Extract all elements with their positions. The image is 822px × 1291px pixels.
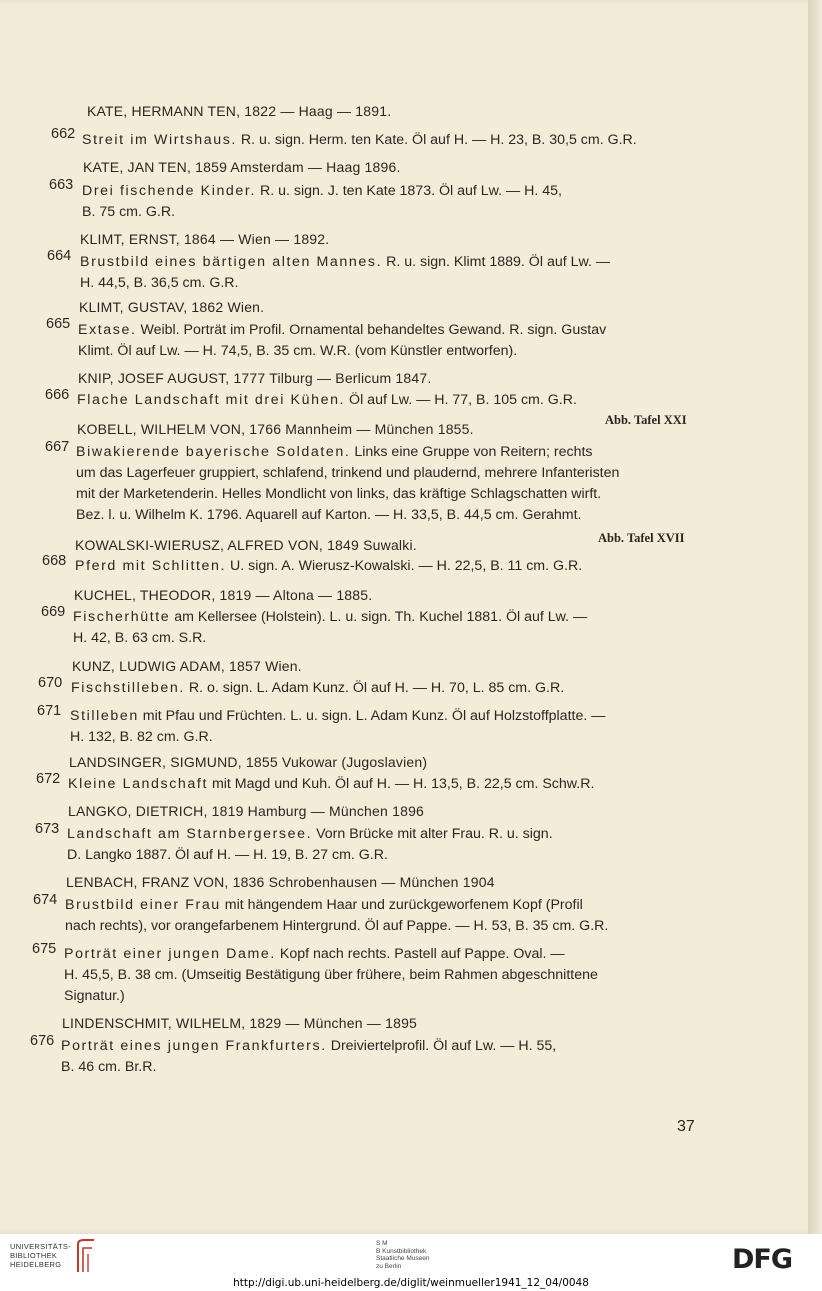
logo-line: BIBLIOTHEK — [10, 1251, 58, 1260]
lot-desc: Weibl. Porträt im Profil. Ornamental behandeltes Gewand. R. sign. Gustav — [136, 322, 607, 338]
lot-desc: Kopf nach rechts. Pastell auf Pappe. Oval. — — [275, 946, 565, 962]
plate-reference: Abb. Tafel XXI — [605, 413, 687, 427]
lot-number: 670 — [38, 675, 63, 691]
page-number: 37 — [677, 1118, 695, 1135]
lot-line — [65, 895, 583, 916]
lot-title: Flache Landschaft mit drei Kühen. — [77, 392, 346, 408]
lot-number: 675 — [32, 941, 57, 957]
artist-heading: KUNZ, LUDWIG ADAM, 1857 Wien. — [72, 658, 302, 674]
lot-number: 665 — [46, 316, 71, 332]
lot-number: 673 — [35, 821, 60, 837]
university-seal-icon — [74, 1238, 98, 1276]
lot-title: Fischerhütte — [73, 609, 171, 625]
lot-line — [76, 442, 593, 463]
lot-desc: mit Pfau und Früchten. L. u. sign. L. Adam Kunz. Öl auf Holzstoffplatte. — — [138, 708, 606, 724]
artist-heading: KATE, HERMANN TEN, 1822 — Haag — 1891. — [87, 103, 392, 119]
lot-line — [64, 944, 565, 965]
artist-heading: KOWALSKI-WIERUSZ, ALFRED VON, 1849 Suwalki. — [75, 537, 417, 553]
artist-heading: KOBELL, WILHELM VON, 1766 Mannheim — München 1855. — [77, 421, 474, 437]
lot-title: Fischstilleben. — [71, 680, 185, 696]
lot-desc: B. 75 cm. G.R. — [82, 204, 176, 220]
lot-number: 671 — [37, 703, 62, 719]
lot-desc: Vorn Brücke mit alter Frau. R. u. sign. — [312, 826, 553, 842]
lot-title: Streit im Wirtshaus. — [82, 132, 237, 148]
artist-heading: LINDENSCHMIT, WILHELM, 1829 — München — 1895 — [62, 1015, 418, 1031]
lot-desc: Bez. l. u. Wilhelm K. 1796. Aquarell auf Karton. — H. 33,5, B. 44,5 cm. Gerahmt. — [76, 507, 582, 523]
lot-title: Pferd mit Schlitten. — [75, 558, 227, 574]
lot-desc: mit hängendem Haar und zurückgeworfenem Kopf (Profil — [220, 897, 583, 913]
lot-desc: Dreiviertelprofil. Öl auf Lw. — H. 55, — [326, 1038, 557, 1054]
lot-line — [77, 390, 577, 411]
artist-heading: LANGKO, DIETRICH, 1819 Hamburg — München 1896 — [68, 803, 425, 819]
lot-desc: D. Langko 1887. Öl auf H. — H. 19, B. 27 cm. G.R. — [67, 847, 388, 863]
lot-desc: mit Magd und Kuh. Öl auf H. — H. 13,5, B. 22,5 cm. Schw.R. — [208, 776, 595, 792]
lot-line — [73, 607, 587, 628]
lot-line — [61, 1036, 556, 1057]
lot-line — [78, 320, 606, 341]
lot-desc: nach rechts), vor orangefarbenem Hintergrund. Öl auf Pappe. — H. 53, B. 35 cm. G.R. — [65, 918, 609, 934]
lot-number: 674 — [33, 892, 58, 908]
lot-desc: R. u. sign. J. ten Kate 1873. Öl auf Lw. — H. 45, — [256, 183, 562, 199]
lot-desc: U. sign. A. Wierusz-Kowalski. — H. 22,5, B. 11 cm. G.R. — [226, 558, 583, 574]
lot-line — [82, 181, 562, 202]
lot-desc: Klimt. Öl auf Lw. — H. 74,5, B. 35 cm. W.R. (vom Künstler entworfen). — [78, 343, 518, 359]
lot-number: 663 — [49, 177, 74, 193]
library-stamp — [376, 1240, 429, 1270]
lot-number: 668 — [42, 553, 67, 569]
lot-desc: H. 44,5, B. 36,5 cm. G.R. — [80, 275, 239, 291]
plate-reference: Abb. Tafel XVII — [598, 531, 685, 545]
stamp-line: Staatliche Museen — [376, 1255, 430, 1262]
lot-desc: Links eine Gruppe von Reitern; rechts — [350, 444, 593, 460]
lot-number: 664 — [47, 248, 72, 264]
stamp-line: zu Berlin — [376, 1262, 402, 1270]
lot-desc: Signatur.) — [64, 988, 125, 1004]
lot-line — [75, 556, 582, 577]
lot-title: Kleine Landschaft — [68, 776, 208, 792]
artist-heading: KUCHEL, THEODOR, 1819 — Altona — 1885. — [74, 587, 373, 603]
artist-heading: KLIMT, ERNST, 1864 — Wien — 1892. — [80, 231, 330, 247]
dfg-logo[interactable]: DFG — [732, 1244, 793, 1275]
lot-title: Brustbild einer Frau — [65, 897, 221, 913]
lot-desc: R. u. sign. Herm. ten Kate. Öl auf H. — H. 23, B. 30,5 cm. G.R. — [236, 132, 637, 148]
logo-line: UNIVERSITÄTS- — [10, 1242, 71, 1251]
lot-title: Porträt einer jungen Dame. — [64, 946, 276, 962]
lot-title: Landschaft am Starnbergersee. — [67, 826, 313, 842]
artist-heading: KLIMT, GUSTAV, 1862 Wien. — [79, 299, 265, 315]
lot-number: 672 — [36, 771, 61, 787]
lot-number: 667 — [45, 439, 70, 455]
lot-title: Brustbild eines bärtigen alten Mannes. — [80, 254, 383, 270]
lot-title: Porträt eines jungen Frankfurters. — [61, 1038, 327, 1054]
lot-desc: B. 46 cm. Br.R. — [61, 1059, 157, 1075]
lot-desc: Öl auf Lw. — H. 77, B. 105 cm. G.R. — [345, 392, 577, 408]
lot-desc: H. 45,5, B. 38 cm. (Umseitig Bestätigung über frühere, beim Rahmen abgeschnittene — [64, 967, 598, 983]
lot-number: 662 — [51, 126, 76, 142]
page-edge — [808, 0, 822, 1234]
lot-desc: mit der Marketenderin. Helles Mondlicht von links, das kräftige Schlagschatten wirft. — [76, 486, 602, 502]
stamp-line: B Kunstbibliothek — [376, 1247, 427, 1255]
university-logo[interactable] — [10, 1242, 71, 1269]
lot-title: Extase. — [78, 322, 137, 338]
lot-title: Stilleben — [70, 708, 139, 724]
lot-number: 666 — [45, 387, 70, 403]
artist-heading: LENBACH, FRANZ VON, 1836 Schrobenhausen — München 1904 — [66, 874, 495, 890]
lot-line — [68, 774, 594, 795]
lot-desc: am Kellersee (Holstein). L. u. sign. Th. Kuchel 1881. Öl auf Lw. — — [170, 609, 588, 625]
artist-heading: KNIP, JOSEF AUGUST, 1777 Tilburg — Berlicum 1847. — [78, 370, 432, 386]
lot-desc: R. u. sign. Klimt 1889. Öl auf Lw. — — [382, 254, 611, 270]
lot-line — [70, 706, 605, 727]
lot-number: 669 — [41, 604, 66, 620]
logo-line: HEIDELBERG — [10, 1260, 62, 1269]
page-url[interactable]: http://digi.ub.uni-heidelberg.de/diglit/weinmueller1941_12_04/0048 — [233, 1277, 589, 1289]
lot-desc: R. o. sign. L. Adam Kunz. Öl auf H. — H. 70, L. 85 cm. G.R. — [184, 680, 565, 696]
stamp-line: S M — [376, 1240, 388, 1247]
lot-line — [80, 252, 610, 273]
lot-desc: H. 42, B. 63 cm. S.R. — [73, 630, 207, 646]
lot-number: 676 — [30, 1033, 55, 1049]
lot-title: Drei fischende Kinder. — [82, 183, 256, 199]
lot-line — [82, 130, 637, 151]
lot-line — [71, 678, 564, 699]
lot-desc: H. 132, B. 82 cm. G.R. — [70, 729, 213, 745]
lot-desc: um das Lagerfeuer gruppiert, schlafend, trinkend und plaudernd, mehrere Infanteristen — [76, 465, 620, 481]
artist-heading: LANDSINGER, SIGMUND, 1855 Vukowar (Jugoslavien) — [69, 754, 428, 770]
artist-heading: KATE, JAN TEN, 1859 Amsterdam — Haag 1896. — [83, 159, 401, 175]
lot-line — [67, 824, 553, 845]
lot-title: Biwakierende bayerische Soldaten. — [76, 444, 351, 460]
